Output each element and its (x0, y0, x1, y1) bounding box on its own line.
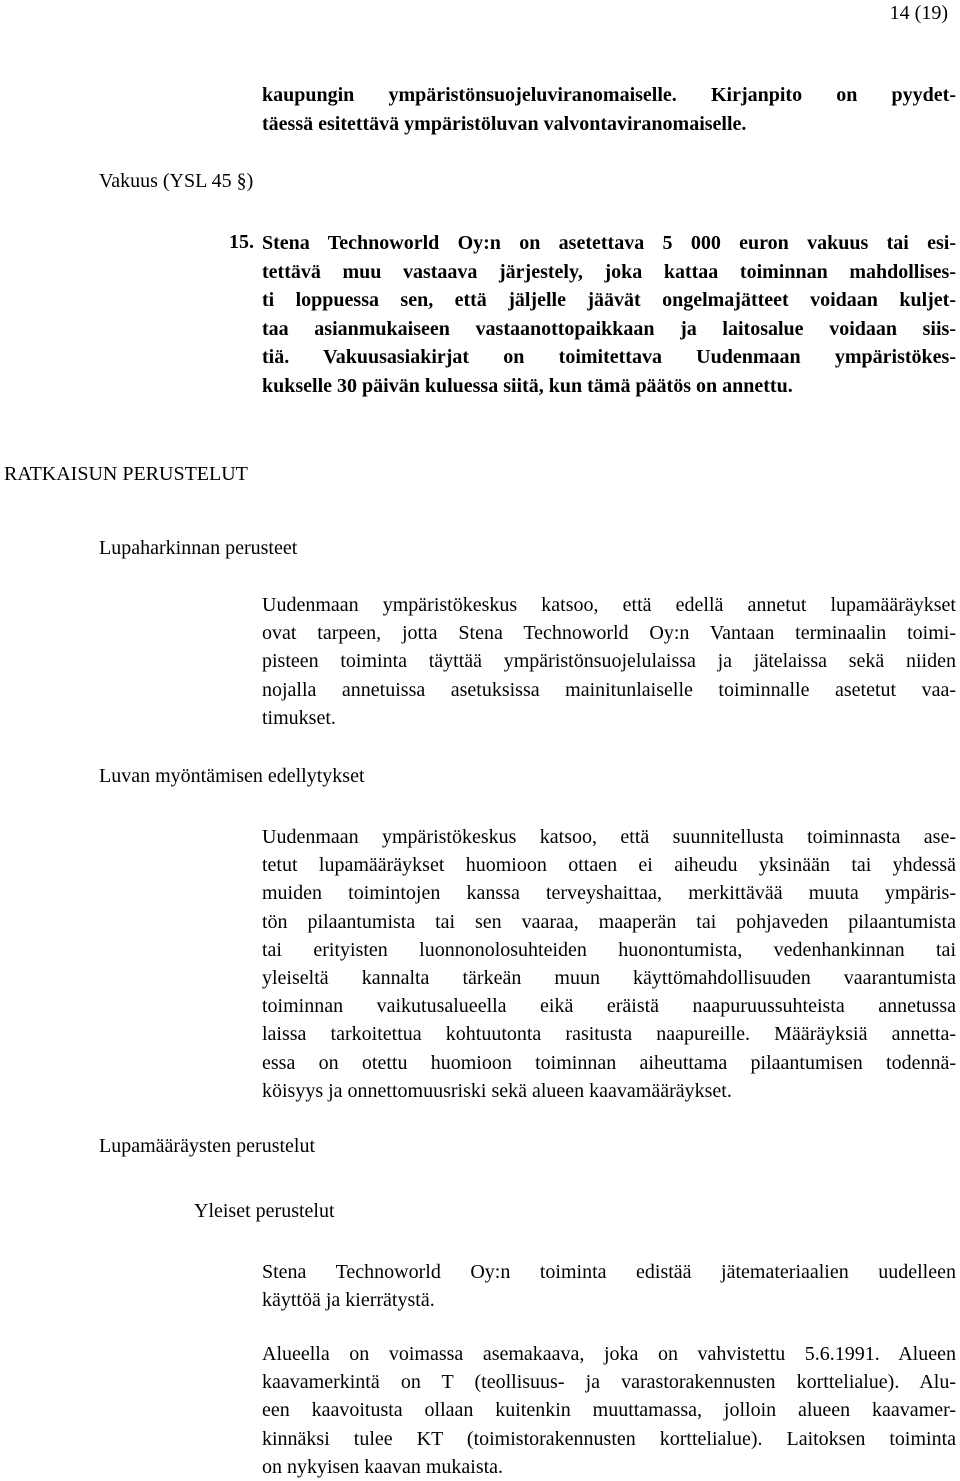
text-line: tettävä muu vastaava järjestely, joka kattaa toiminnan mahdollises- (262, 260, 956, 283)
intro-paragraph (262, 81, 956, 138)
text-line: muiden toimintojen kanssa terveyshaittaa, merkittävää muuta ympäris- (262, 882, 956, 905)
text-line: tetut lupamääräykset huomioon ottaen ei aiheudu yksinään tai yhdessä (262, 854, 956, 877)
lupaharkinnan-perusteet-heading: Lupaharkinnan perusteet (99, 537, 298, 559)
text-line: ovat tarpeen, jotta Stena Technoworld Oy:n Vantaan terminaalin toimi- (262, 622, 956, 645)
text-line: laissa tarkoitettua kohtuutonta rasitusta naapureille. Määräyksiä annetta- (262, 1023, 956, 1046)
text-line: köisyys ja onnettomuusriski sekä alueen kaavamääräykset. (262, 1079, 732, 1102)
text-line: yleiseltä kannalta tärkeän muun käyttömahdollisuuden vaarantumista (262, 967, 956, 990)
text-line: tön pilaantumista tai sen vaaraa, maaperän tai pohjaveden pilaantumista (262, 910, 956, 933)
text-line: kinnäksi tulee KT (toimistorakennusten korttelialue). Laitoksen toiminta (262, 1427, 956, 1450)
text-line: Uudenmaan ympäristökeskus katsoo, että edellä annetut lupamääräykset (262, 594, 956, 616)
yleiset-perustelut-paragraph-2 (262, 1340, 956, 1481)
text-line: tiä. Vakuusasiakirjat on toimitettava Uudenmaan ympäristökes- (262, 346, 956, 369)
text-line: nojalla annetuissa asetuksissa mainitunlaiselle toiminnalle asetetut vaa- (262, 678, 956, 701)
yleiset-perustelut-heading: Yleiset perustelut (194, 1200, 335, 1222)
text-line: ti loppuessa sen, että jäljelle jäävät ongelmajätteet voidaan kuljet- (262, 289, 956, 312)
text-line: toiminnan vaikutusalueella eikä eräistä naapuruussuhteista annetussa (262, 995, 956, 1018)
text-line: taa asianmukaiseen vastaanottopaikkaan ja laitosalue voidaan siis- (262, 317, 956, 340)
text-line: kaupungin ympäristönsuojeluviranomaiselle. Kirjanpito on pyydet- (262, 84, 956, 106)
text-line: kukselle 30 päivän kuluessa siitä, kun tämä päätös on annettu. (262, 374, 793, 397)
lupaharkinnan-perusteet-paragraph (262, 591, 956, 732)
yleiset-perustelut-paragraph-1 (262, 1258, 956, 1314)
text-line: een kaavoitusta ollaan kuitenkin muuttamassa, jolloin alueen kaavamer- (262, 1399, 956, 1422)
lupamaaraysten-perustelut-heading: Lupamääräysten perustelut (99, 1135, 316, 1157)
text-line: Alueella on voimassa asemakaava, joka on vahvistettu 5.6.1991. Alueen (262, 1343, 956, 1365)
text-line: Stena Technoworld Oy:n on asetettava 5 000 euron vakuus tai esi- (262, 232, 956, 254)
text-line: essa on otettu huomioon toiminnan aiheuttama pilaantumisen todennä- (262, 1051, 956, 1074)
text-line: täessä esitettävä ympäristöluvan valvontaviranomaiselle. (262, 112, 747, 135)
vakuus-paragraph (262, 229, 956, 401)
text-line: käyttöä ja kierrätystä. (262, 1289, 435, 1312)
text-line: Uudenmaan ympäristökeskus katsoo, että suunnitellusta toiminnasta ase- (262, 826, 956, 848)
text-line: kaavamerkintä on T (teollisuus- ja varastorakennusten korttelialue). Alu- (262, 1371, 956, 1394)
page-number: 14 (19) (889, 2, 948, 24)
ratkaisun-perustelut-heading: RATKAISUN PERUSTELUT (4, 463, 248, 485)
text-line: on nykyisen kaavan mukaista. (262, 1455, 504, 1478)
text-line: Stena Technoworld Oy:n toiminta edistää jätemateriaalien uudelleen (262, 1261, 956, 1283)
text-line: timukset. (262, 706, 336, 729)
text-line: pisteen toiminta täyttää ympäristönsuojelulaissa ja jätelaissa sekä niiden (262, 650, 956, 673)
item-number: 15. (229, 231, 254, 253)
text-line: tai erityisten luonnonolosuhteiden huonontumista, vedenhankinnan tai (262, 938, 956, 961)
vakuus-heading: Vakuus (YSL 45 §) (99, 170, 254, 192)
luvan-myontamisen-edellytykset-paragraph (262, 823, 956, 1105)
luvan-myontamisen-edellytykset-heading: Luvan myöntämisen edellytykset (99, 765, 365, 787)
